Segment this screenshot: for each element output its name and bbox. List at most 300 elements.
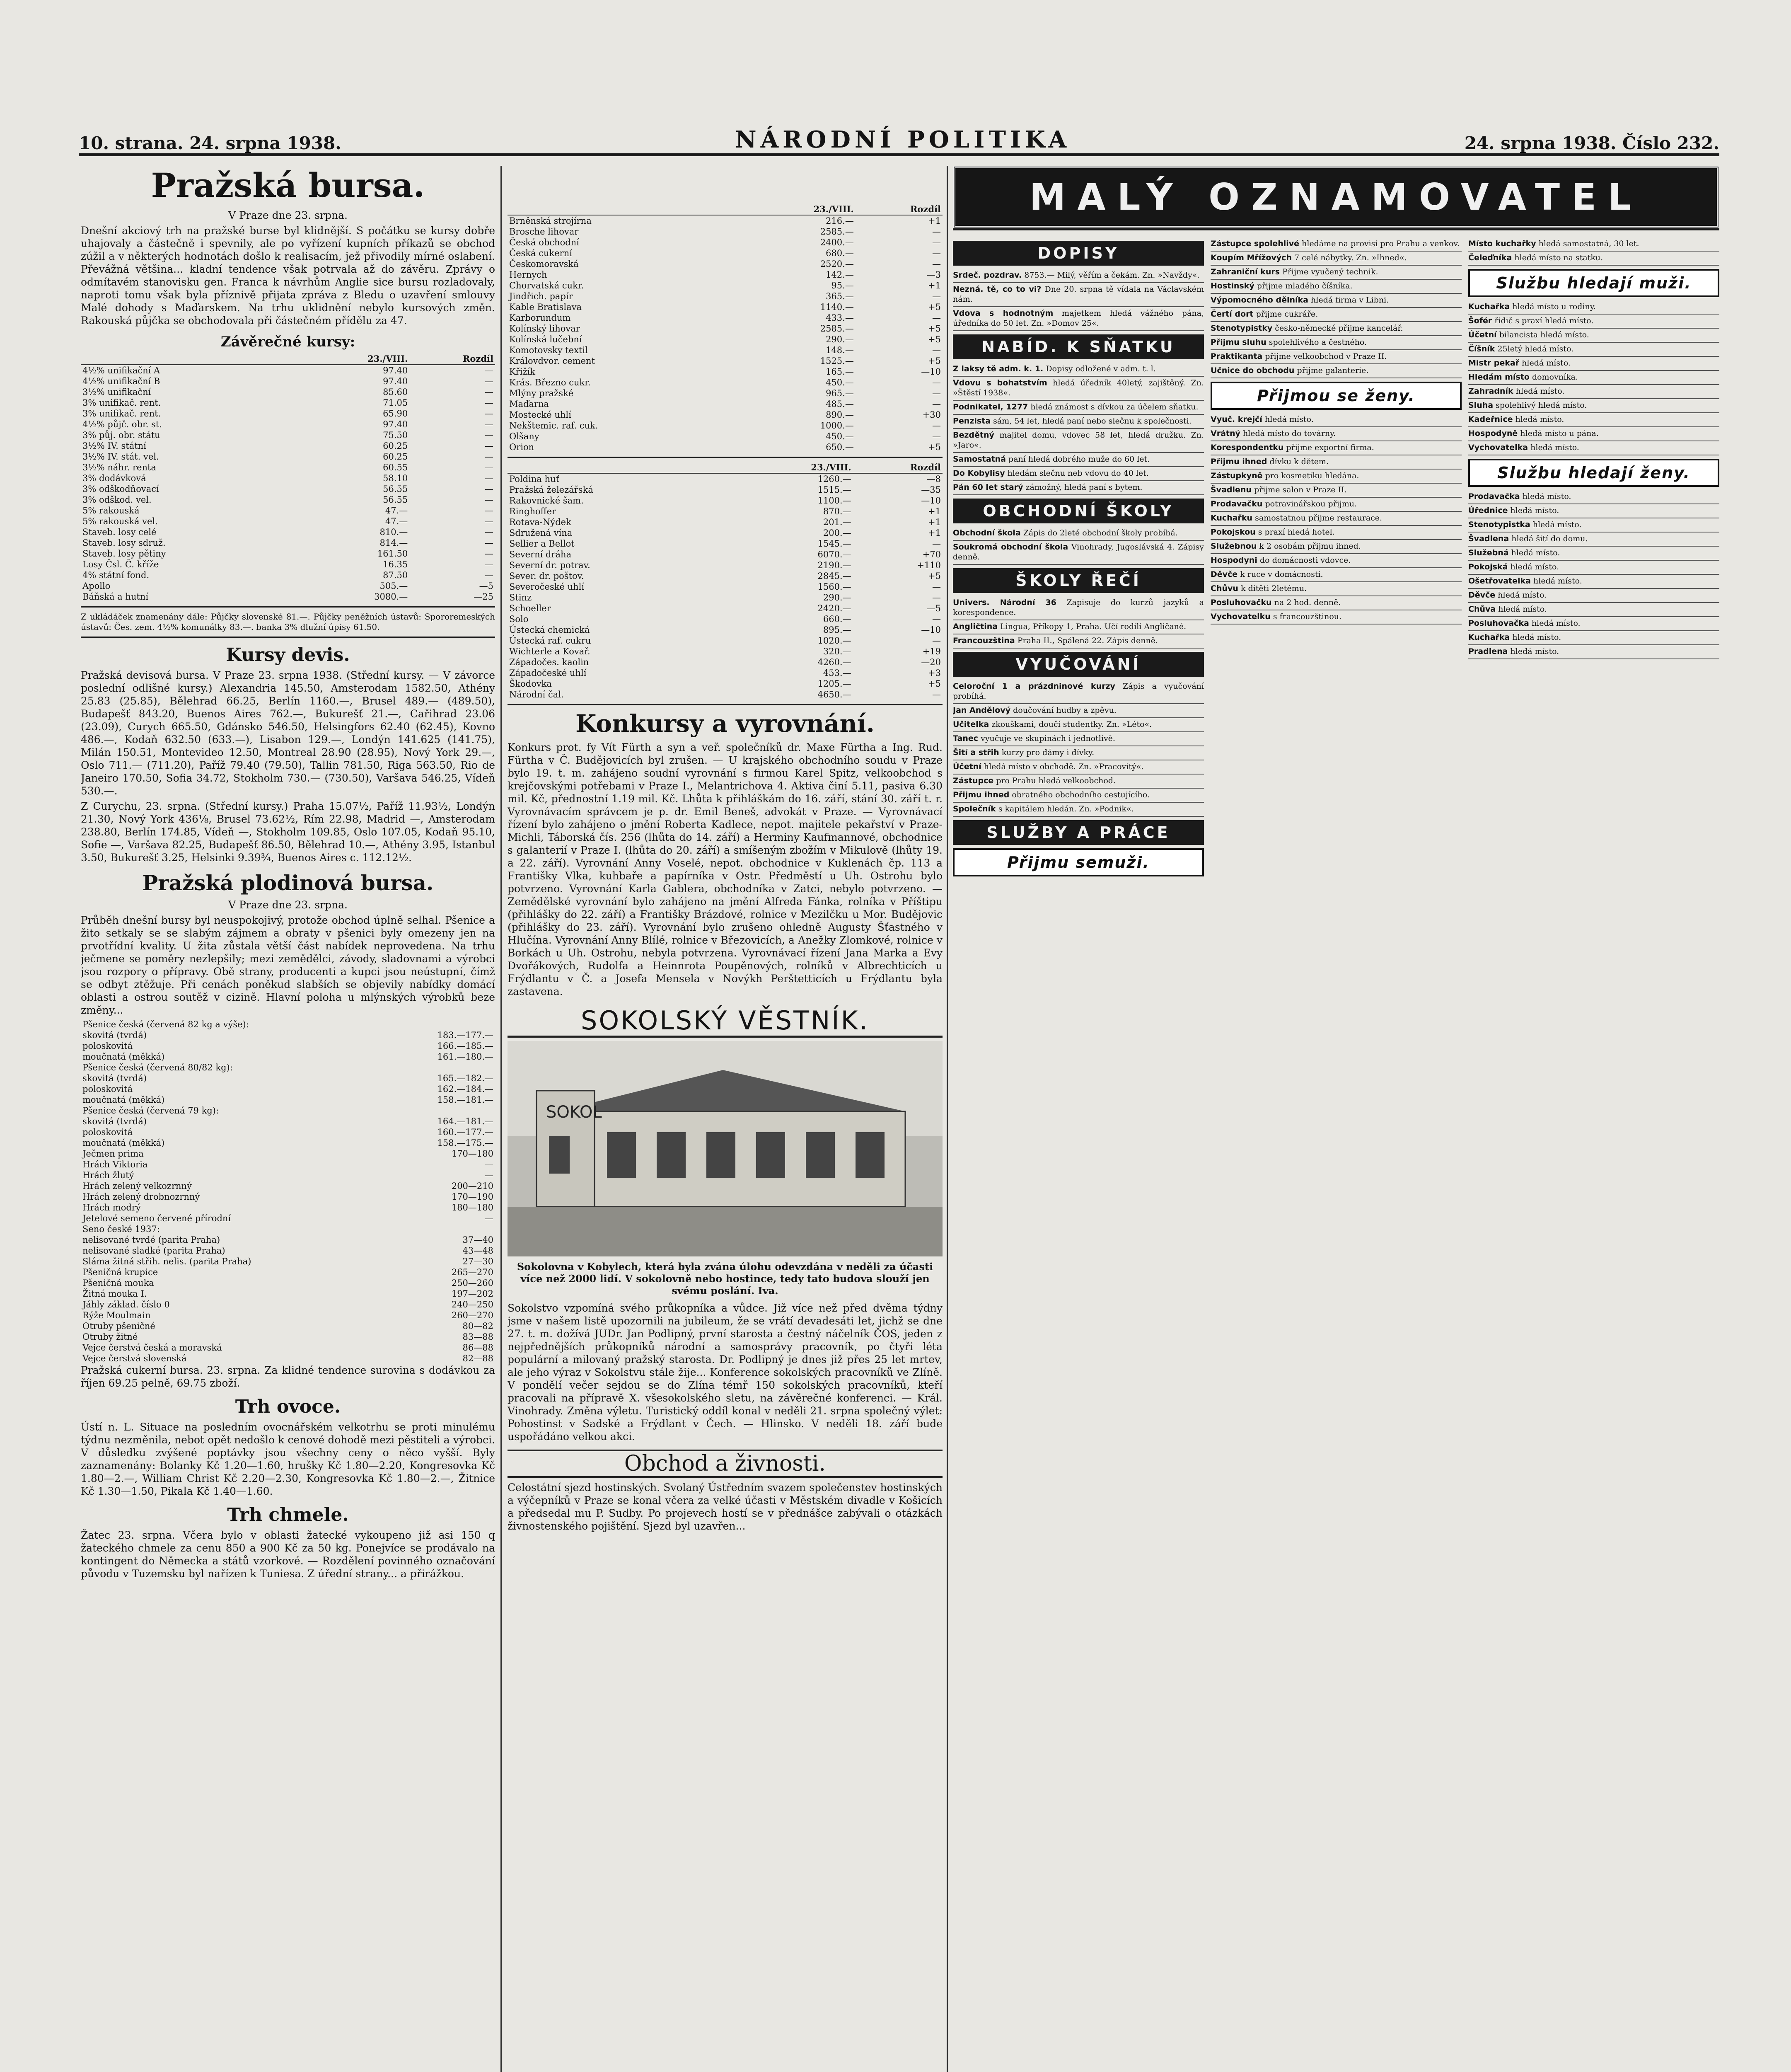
grain-price-table xyxy=(81,1019,495,1364)
rate-value: 4260.— xyxy=(817,657,851,667)
rate-change: — xyxy=(485,495,493,505)
grain-price-row xyxy=(81,1321,495,1331)
ad-body: přijme cukráře. xyxy=(1256,310,1318,319)
security-name: Jindřich. papír xyxy=(509,291,573,301)
ad-heading: Šití a střih xyxy=(953,748,999,757)
rate-change: — xyxy=(932,345,941,355)
security-name: 3% dodávková xyxy=(82,473,146,483)
ad-heading: Hledám místo xyxy=(1468,373,1530,382)
rate-change: —8 xyxy=(926,474,941,484)
ad-body: k ruce v domácnosti. xyxy=(1240,570,1323,579)
rates-row xyxy=(508,442,943,453)
commodity-price: 160.—177.— xyxy=(437,1127,493,1137)
rates-row xyxy=(81,537,495,548)
security-name: Křižík xyxy=(509,367,535,377)
commodity-price: — xyxy=(485,1213,493,1223)
rate-value: 2520.— xyxy=(820,259,854,269)
ad-body: s kapitálem hledán. Zn. »Podnik«. xyxy=(998,804,1134,813)
ad-heading: Zástupkyně xyxy=(1211,471,1263,480)
security-name: 3½% unifikační xyxy=(82,387,151,397)
rate-value: 16.35 xyxy=(383,559,408,569)
security-name: Sellier a Bellot xyxy=(509,539,575,549)
sokol-photo-caption: Sokolovna v Kobylech, která byla zvána úlohu odevzdána v neděli za účasti více než 2000 lidí. V sokolovně nebo hostince, tedy tato budova slouží jen svému poslání. Iva. xyxy=(517,1261,933,1297)
security-name: 3% odškodňovací xyxy=(82,484,159,494)
ad-body: k 2 osobám přijmu ihned. xyxy=(1259,542,1361,551)
classified-ad xyxy=(1468,252,1719,266)
security-name: Olšany xyxy=(509,431,539,441)
ads-column-3 xyxy=(1468,237,1719,2072)
sokolovna-photo xyxy=(508,1041,943,1256)
commodity-price: 164.—181.— xyxy=(437,1116,493,1126)
classified-ad xyxy=(953,732,1204,746)
rate-value: 505.— xyxy=(379,581,408,591)
security-name: Brněnská strojírna xyxy=(509,216,592,226)
rate-change: — xyxy=(485,538,493,548)
ad-heading: Služebnou xyxy=(1211,542,1257,551)
ad-heading: Francouzština xyxy=(953,636,1015,645)
issue-date: 24. srpna 1938. Číslo 232. xyxy=(1464,133,1719,153)
security-name: Nekštemic. raf. cuk. xyxy=(509,421,598,431)
grain-price-row xyxy=(81,1041,495,1051)
rate-value: 485.— xyxy=(826,399,854,409)
grain-price-row xyxy=(81,1267,495,1278)
security-name: Staveb. losy sdruž. xyxy=(82,538,166,548)
classified-ad xyxy=(953,634,1204,649)
ad-body: paní hledá dobrého muže do 60 let. xyxy=(1008,455,1150,464)
trh-chmele-text: Žatec 23. srpna. Včera bylo v oblasti žatecké vykoupeno již asi 150 q žateckého chmele za cenu 850 a 900 Kč za 50 kg. Ponejvíce se prodávalo na kontingent do Německa a států vzorkové. — Rozdělení povinného označování původu v Tuzemsku byl nařízen k Tuniesa. Z úřední strany... a přirážkou. xyxy=(81,1529,495,1580)
rate-value: 4650.— xyxy=(817,690,851,700)
rates-row xyxy=(508,603,943,614)
grain-price-row xyxy=(81,1191,495,1202)
grain-price-row xyxy=(81,1299,495,1310)
konkursy-title: Konkursy a vyrovnání. xyxy=(575,709,875,738)
rate-change: — xyxy=(932,582,941,592)
classified-ad xyxy=(1468,385,1719,399)
security-name: Mlýny pražské xyxy=(509,388,574,398)
ads-column-1 xyxy=(953,237,1204,2072)
security-name: 4% státní fond. xyxy=(82,570,150,580)
commodity-name: Seno české 1937: xyxy=(82,1224,160,1234)
rate-change: — xyxy=(932,259,941,269)
commodity-price xyxy=(389,1105,495,1116)
commodity-name: moučnatá (měkká) xyxy=(82,1138,165,1148)
ad-heading: Švadlenu xyxy=(1211,485,1252,494)
rate-change: — xyxy=(932,593,941,603)
rate-change: +1 xyxy=(928,517,941,527)
commodity-name: Vejce čerstvá česká a moravská xyxy=(82,1343,222,1353)
rate-value: 290.— xyxy=(823,593,851,603)
ad-heading: Účetní xyxy=(1468,330,1497,339)
security-name: Stinz xyxy=(509,593,532,603)
ad-body: hledá místo. xyxy=(1531,619,1581,628)
ad-body: Praha II., Spálená 22. Zápis denně. xyxy=(1017,636,1158,645)
commodity-price: 250—260 xyxy=(451,1278,493,1288)
security-name: Národní čal. xyxy=(509,690,564,700)
grain-price-row xyxy=(81,1127,495,1138)
commodity-price xyxy=(389,1062,495,1073)
rate-value: 1525.— xyxy=(820,356,854,366)
commodity-name: skovitá (tvrdá) xyxy=(82,1073,147,1083)
classified-ad xyxy=(953,620,1204,634)
rates-row xyxy=(508,538,943,549)
rate-change: +1 xyxy=(928,528,941,538)
rates-row xyxy=(81,484,495,494)
rates-row xyxy=(81,473,495,484)
rate-value: 71.05 xyxy=(383,398,408,408)
commodity-price: 80—82 xyxy=(462,1321,493,1331)
security-name: 5% rakouská vel. xyxy=(82,516,158,526)
rate-value: 2585.— xyxy=(820,324,854,334)
classified-ad xyxy=(1211,350,1462,364)
ad-heading: Celoroční 1 a prázdninové kurzy xyxy=(953,682,1115,691)
rate-change: —5 xyxy=(479,581,493,591)
ad-body: hledá místo do továrny. xyxy=(1242,429,1336,438)
security-name: Brosche lihovar xyxy=(509,227,579,237)
ad-body: hledá místo. xyxy=(1510,562,1559,571)
classified-ad xyxy=(1468,504,1719,518)
obchod-text: Celostátní sjezd hostinských. Svolaný Ústředním svazem společenstev hostinských a výčepníků v Praze se konal včera za velké účasti v Městském divadle v Košicích a předsedal mu P. Sudby. Po projevech hostí se v přednášce zabývali o otázkách živnostenského pojištění. Sjezd byl uzavřen... xyxy=(508,1481,943,1532)
ad-heading: Kuchařka xyxy=(1468,633,1510,642)
rates-row xyxy=(81,441,495,451)
rate-change: +110 xyxy=(917,560,941,570)
ad-heading: Úřednice xyxy=(1468,506,1508,515)
commodity-price: 43—48 xyxy=(462,1246,493,1256)
rates-row xyxy=(81,494,495,505)
security-name: Krás. Březno cukr. xyxy=(509,378,591,387)
rates-footnote: Z ukládáček znamenány dále: Půjčky slovenské 81.—. Půjčky peněžních ústavů: Spororemeských ústavů: Čes. zem. 4½% komunálky 83.—. banka 3% dlužní úpisy 61.50. xyxy=(81,612,495,632)
rates-row xyxy=(508,592,943,603)
classified-ad xyxy=(1468,518,1719,533)
sokol-vestnik-title: SOKOLSKÝ VĚSTNÍK. xyxy=(508,1005,943,1038)
commodity-price: — xyxy=(485,1170,493,1180)
rate-change: — xyxy=(932,614,941,624)
ad-body: hledá místo u pána. xyxy=(1520,429,1599,438)
rate-change: — xyxy=(485,441,493,451)
rates-header-row xyxy=(81,353,495,365)
ad-heading: Vychovatelku xyxy=(1211,612,1271,621)
rates-header-cell: 23./VIII. xyxy=(744,204,856,215)
rate-change: — xyxy=(932,237,941,247)
ad-heading: Přijmu ihned xyxy=(1211,457,1267,466)
classified-ad xyxy=(953,307,1204,331)
classified-ad xyxy=(1211,413,1462,427)
security-name: 4½% unifikační A xyxy=(82,366,160,375)
rate-value: 1140.— xyxy=(820,302,854,312)
trh-ovoce-text: Ústí n. L. Situace na posledním ovocnářském velkotrhu se proti minulému týdnu nezměnila, nebot opět nedošlo k cenové dohodě mezi pěstiteli a výrobci. V důsledku zvýšené poptávky jsou všechny ceny o něco vyšší. Byly zaznamenány: Bolanky Kč 1.20—1.60, hrušky Kč 1.80—2.20, Kongresovka Kč 1.80—2.—, William Christ Kč 2.20—2.30, Kongresovka Kč 1.80—2.—, Žitnice Kč 1.30—1.50, Pikala Kč 1.40—1.60. xyxy=(81,1421,495,1497)
ad-heading: Univers. Národní 36 xyxy=(953,598,1056,607)
security-name: Rakovnické šam. xyxy=(509,496,584,506)
classified-ad xyxy=(953,527,1204,541)
rate-change: — xyxy=(932,291,941,301)
rates-row xyxy=(508,657,943,668)
ad-heading: Mistr pekař xyxy=(1468,358,1520,368)
ad-heading: Posluhovačku xyxy=(1211,598,1272,607)
ad-body: hledá místo. xyxy=(1515,387,1565,396)
rates-row xyxy=(508,495,943,506)
ad-body: 8753.— Milý, věřím a čekám. Zn. »Navždy«. xyxy=(1024,271,1200,280)
rate-value: 450.— xyxy=(826,431,854,441)
rate-change: — xyxy=(932,313,941,323)
rate-value: 47.— xyxy=(385,506,408,516)
commodity-name: Jetelové semeno červené přírodní xyxy=(82,1213,231,1223)
ad-heading: Sluha xyxy=(1468,401,1494,410)
commodity-name: Hrách zelený drobnozrnný xyxy=(82,1192,200,1202)
rate-change: — xyxy=(485,473,493,483)
classified-ad xyxy=(953,718,1204,732)
rates-row xyxy=(81,462,495,473)
security-name: 3% unifikač. rent. xyxy=(82,409,161,419)
rate-value: 56.55 xyxy=(383,484,408,494)
ad-heading: Kuchařku xyxy=(1211,513,1253,523)
rate-change: —10 xyxy=(921,367,941,377)
grain-price-row xyxy=(81,1353,495,1364)
ad-body: přijme mladého číšníka. xyxy=(1257,281,1353,290)
rate-change: — xyxy=(485,366,493,375)
rates-row xyxy=(81,376,495,387)
ad-body: hledá místo na statku. xyxy=(1514,253,1603,262)
rates-row xyxy=(81,505,495,516)
ad-body: řidič s praxí hledá místo. xyxy=(1494,316,1594,325)
classified-ad xyxy=(1211,470,1462,484)
grain-price-row xyxy=(81,1170,495,1181)
commodity-name: skovitá (tvrdá) xyxy=(82,1116,147,1126)
classified-ad xyxy=(1468,645,1719,659)
classified-ad xyxy=(1211,252,1462,266)
security-name: 5% rakouská xyxy=(82,506,140,516)
ad-heading: Číšník xyxy=(1468,344,1495,353)
grain-price-row xyxy=(81,1138,495,1148)
ad-heading: Pokojskou xyxy=(1211,528,1256,537)
rate-change: — xyxy=(485,570,493,580)
commodity-name: Otruby pšeničné xyxy=(82,1321,155,1331)
rate-value: 85.60 xyxy=(383,387,408,397)
ad-body: zámožný, hledá paní s bytem. xyxy=(1025,483,1143,492)
rates-row xyxy=(508,377,943,388)
classified-ad xyxy=(1468,237,1719,252)
ad-heading: Zástupce xyxy=(953,776,994,785)
security-name: Severní dr. potrav. xyxy=(509,560,590,570)
classified-ad xyxy=(1211,568,1462,582)
ad-heading: Jan Andělový xyxy=(953,706,1011,715)
ad-body: dívku k dětem. xyxy=(1269,457,1329,466)
ad-body: obratného obchodního cestujícího. xyxy=(1012,790,1150,799)
ad-body: pro Prahu hledá velkoobchod. xyxy=(996,776,1116,785)
commodity-name: skovitá (tvrdá) xyxy=(82,1030,147,1040)
commodity-price: 158.—181.— xyxy=(437,1095,493,1105)
rates-row xyxy=(81,570,495,581)
classified-ad xyxy=(953,541,1204,565)
category-sluzby-prace: SLUŽBY A PRÁCE xyxy=(953,820,1204,845)
rate-value: 161.50 xyxy=(377,549,408,559)
ad-body: Vinohrady, Jugoslávská 4. Zápisy denně. xyxy=(953,542,1204,562)
security-name: Severočeské uhlí xyxy=(509,582,585,592)
rate-value: 142.— xyxy=(826,270,854,280)
ad-body: s praxí hledá hotel. xyxy=(1258,528,1335,537)
classified-ad xyxy=(1211,498,1462,512)
rates-row xyxy=(81,419,495,430)
category-prijmu-semuzi: Přijmu semuži. xyxy=(953,848,1204,876)
ad-heading: Samostatná xyxy=(953,455,1006,464)
classifieds-section xyxy=(953,166,1719,2072)
classified-ad xyxy=(1468,561,1719,575)
rate-change: +1 xyxy=(928,281,941,290)
rate-change: — xyxy=(932,388,941,398)
ad-heading: Korespondentku xyxy=(1211,443,1284,452)
classified-ad xyxy=(953,283,1204,307)
rates-row xyxy=(508,689,943,700)
rates-header-cell: 23./VIII. xyxy=(738,462,853,473)
rate-change: — xyxy=(485,376,493,386)
classified-ad xyxy=(1468,490,1719,504)
grain-price-row xyxy=(81,1245,495,1256)
bursa-title: Pražská bursa. xyxy=(151,166,425,205)
rates-row xyxy=(508,237,943,248)
rate-change: — xyxy=(485,462,493,472)
rate-change: — xyxy=(932,431,941,441)
rate-change: —10 xyxy=(921,625,941,635)
classified-ad xyxy=(1211,266,1462,280)
grain-price-row xyxy=(81,1224,495,1234)
rate-value: 1205.— xyxy=(817,679,851,689)
grain-price-row xyxy=(81,1051,495,1062)
ad-body: hledá místo. xyxy=(1264,415,1314,424)
rate-value: 453.— xyxy=(823,668,851,678)
rate-value: 2190.— xyxy=(817,560,851,570)
rate-value: 87.50 xyxy=(383,570,408,580)
rate-value: 1100.— xyxy=(817,496,851,506)
commodity-price: 27—30 xyxy=(462,1256,493,1266)
rates-row xyxy=(508,668,943,678)
rates-row xyxy=(508,323,943,334)
ad-heading: Tanec xyxy=(953,734,979,743)
ad-heading: Vyuč. krejčí xyxy=(1211,415,1262,424)
trh-chmele-title: Trh chmele. xyxy=(227,1504,349,1525)
commodity-name: nelisované tvrdé (parita Praha) xyxy=(82,1235,220,1245)
rates-row xyxy=(508,269,943,280)
rate-value: 65.90 xyxy=(383,409,408,419)
category-prijmu-zeny: Přijmou se ženy. xyxy=(1211,382,1462,410)
ad-body: Dne 20. srpna tě vídala na Václavském nám. xyxy=(953,285,1204,304)
commodity-name: Sláma žitná střih. nelis. (parita Praha) xyxy=(82,1256,251,1266)
rate-change: — xyxy=(932,539,941,549)
security-name: Báňská a hutní xyxy=(82,592,149,602)
rate-value: 433.— xyxy=(826,313,854,323)
ad-body: zkouškami, doučí studentky. Zn. »Léto«. xyxy=(991,720,1152,729)
ad-body: Zápis do 2leté obchodní školy probíhá. xyxy=(1023,528,1178,537)
maly-oznamovatel-banner: MALÝ OZNAMOVATEL xyxy=(953,166,1719,228)
security-name: Česká obchodní xyxy=(509,237,579,247)
rate-value: 810.— xyxy=(379,527,408,537)
rate-value: 2845.— xyxy=(817,571,851,581)
rate-change: — xyxy=(932,636,941,646)
security-name: Wichterle a Kovař. xyxy=(509,646,590,656)
grain-price-row xyxy=(81,1213,495,1224)
commodity-price: 265—270 xyxy=(451,1267,493,1277)
ad-body: majetkem hledá vážného pána, úředníka do 50 let. Zn. »Domov 25«. xyxy=(953,309,1204,328)
security-name: 3% odškod. vel. xyxy=(82,495,152,505)
grain-price-row xyxy=(81,1234,495,1245)
ad-heading: Penzista xyxy=(953,416,991,426)
rate-change: —25 xyxy=(474,592,493,602)
rates-row xyxy=(508,388,943,399)
ad-body: spolehlivého a čestného. xyxy=(1269,338,1367,347)
ad-heading: Výpomocného dělníka xyxy=(1211,295,1308,305)
security-name: Kable Bratislava xyxy=(509,302,582,312)
category-dopisy: DOPISY xyxy=(953,241,1204,266)
rate-change: +5 xyxy=(928,442,941,452)
security-name: Kolínský lihovar xyxy=(509,324,580,334)
rates-table-c xyxy=(508,462,943,700)
classified-ad xyxy=(1211,610,1462,625)
commodity-price: 170—190 xyxy=(451,1192,493,1202)
classified-ad xyxy=(1468,603,1719,617)
ad-heading: Chůvu xyxy=(1211,584,1238,593)
rates-title: Závěrečné kursy: xyxy=(220,334,355,350)
bursa-dateline: V Praze dne 23. srpna. xyxy=(228,209,348,221)
classified-ad xyxy=(1211,336,1462,350)
rates-row xyxy=(508,625,943,635)
ad-body: hledá úředník 40letý, zajištěný. Zn. »Štěstí 1938«. xyxy=(953,378,1204,397)
rates-table-a xyxy=(81,353,495,602)
rate-change: —35 xyxy=(921,485,941,495)
commodity-name: poloskovitá xyxy=(82,1041,133,1051)
classified-ad xyxy=(953,453,1204,467)
rate-value: 890.— xyxy=(826,410,854,420)
grain-price-row xyxy=(81,1062,495,1073)
ad-heading: Pán 60 let starý xyxy=(953,483,1023,492)
commodity-price: 82—88 xyxy=(462,1353,493,1363)
commodity-name: Rýže Moulmain xyxy=(82,1310,151,1320)
ad-body: domovníka. xyxy=(1532,373,1578,382)
category-obchodni-skoly: OBCHODNÍ ŠKOLY xyxy=(953,499,1204,523)
ad-heading: Vychovatelka xyxy=(1468,443,1528,452)
commodity-price: 161.—180.— xyxy=(437,1052,493,1062)
security-name: Škodovka xyxy=(509,679,552,689)
commodity-price: 162.—184.— xyxy=(437,1084,493,1094)
rates-row xyxy=(508,635,943,646)
classified-ad xyxy=(1211,526,1462,540)
sokol-text: Sokolstvo vzpomíná svého průkopníka a vůdce. Již více než před dvěma týdny jsme v našem listě upozornili na jubileum, že se vrátí devadesáti let, jichž se dne 27. t. m. dožívá JUDr. Jan Podlipný, první starosta a čestný náčelník ČOS, jeden z nejpřednějších průkopníků národní a samosprávy pracovník, po čtyři léta populární a milovaný pražský starosta. Dr. Podlipný je dnes již přes 25 let mrtev, ale jeho výraz v Sokolstvu stále žije... Konference sokolských pracovníků ve Zlíně. V pondělí večer sejdou se do Zlína témř 150 sokolských pracovníků, kteří pracovali na přípravě X. všesokolského sletu, na závěrečné konferenci. — Král. Vinohrady. Změna výletu. Turistický oddíl konal v neděli 21. srpna společný výlet: Pohostinst v Sadské a Frýdlant v Čech. — Hlinsko. V neděli 18. září bude uspořádáno velkou akci. xyxy=(508,1302,943,1443)
security-name: Severní dráha xyxy=(509,549,572,559)
classified-ad xyxy=(1211,364,1462,378)
security-name: 4½% půjč. obr. st. xyxy=(82,419,162,429)
rates-row xyxy=(508,581,943,592)
rate-value: 97.40 xyxy=(383,376,408,386)
ad-body: sám, 54 let, hledá paní nebo slečnu k společnosti. xyxy=(993,416,1192,426)
rate-change: +3 xyxy=(928,668,941,678)
ad-heading: Služebná xyxy=(1468,548,1509,557)
rate-value: 365.— xyxy=(826,291,854,301)
classified-ad xyxy=(1468,315,1719,329)
commodity-price: 180—180 xyxy=(451,1203,493,1213)
classified-ad xyxy=(1211,455,1462,470)
devisy-text-2: Z Curychu, 23. srpna. (Střední kursy.) Praha 15.07½, Paříž 11.93½, Londýn 21.30, Nový York 436⅛, Brusel 73.62½, Rím 22.98, Madrid —, Amsterodam 238.80, Berlín 174.85, Vídeň —, Stokholm 109.85, Oslo 107.05, Kodaň 95.10, Sofie —, Varšava 82.25, Budapešť 86.50, Bělehrad 10.—, Athény 3.95, Istanbul 3.50, Bukurešť 3.25, Helsinki 9.39¾, Buenos Aires c. 112.12½. xyxy=(81,800,495,864)
classified-ad xyxy=(1211,294,1462,308)
ad-heading: Prodavačku xyxy=(1211,499,1263,508)
classified-ad xyxy=(1468,575,1719,589)
rates-row xyxy=(81,451,495,462)
grain-price-row xyxy=(81,1278,495,1288)
rates-row xyxy=(81,397,495,408)
rate-value: 201.— xyxy=(823,517,851,527)
ad-body: samostatnou přijme restaurace. xyxy=(1255,513,1383,523)
ad-body: hledáme na provisi pro Prahu a venkov. xyxy=(1302,239,1460,248)
classified-ad xyxy=(953,789,1204,803)
classified-ad xyxy=(1211,427,1462,441)
classified-ad xyxy=(953,704,1204,718)
commodity-price: 197—202 xyxy=(451,1289,493,1299)
classified-ad xyxy=(953,401,1204,415)
